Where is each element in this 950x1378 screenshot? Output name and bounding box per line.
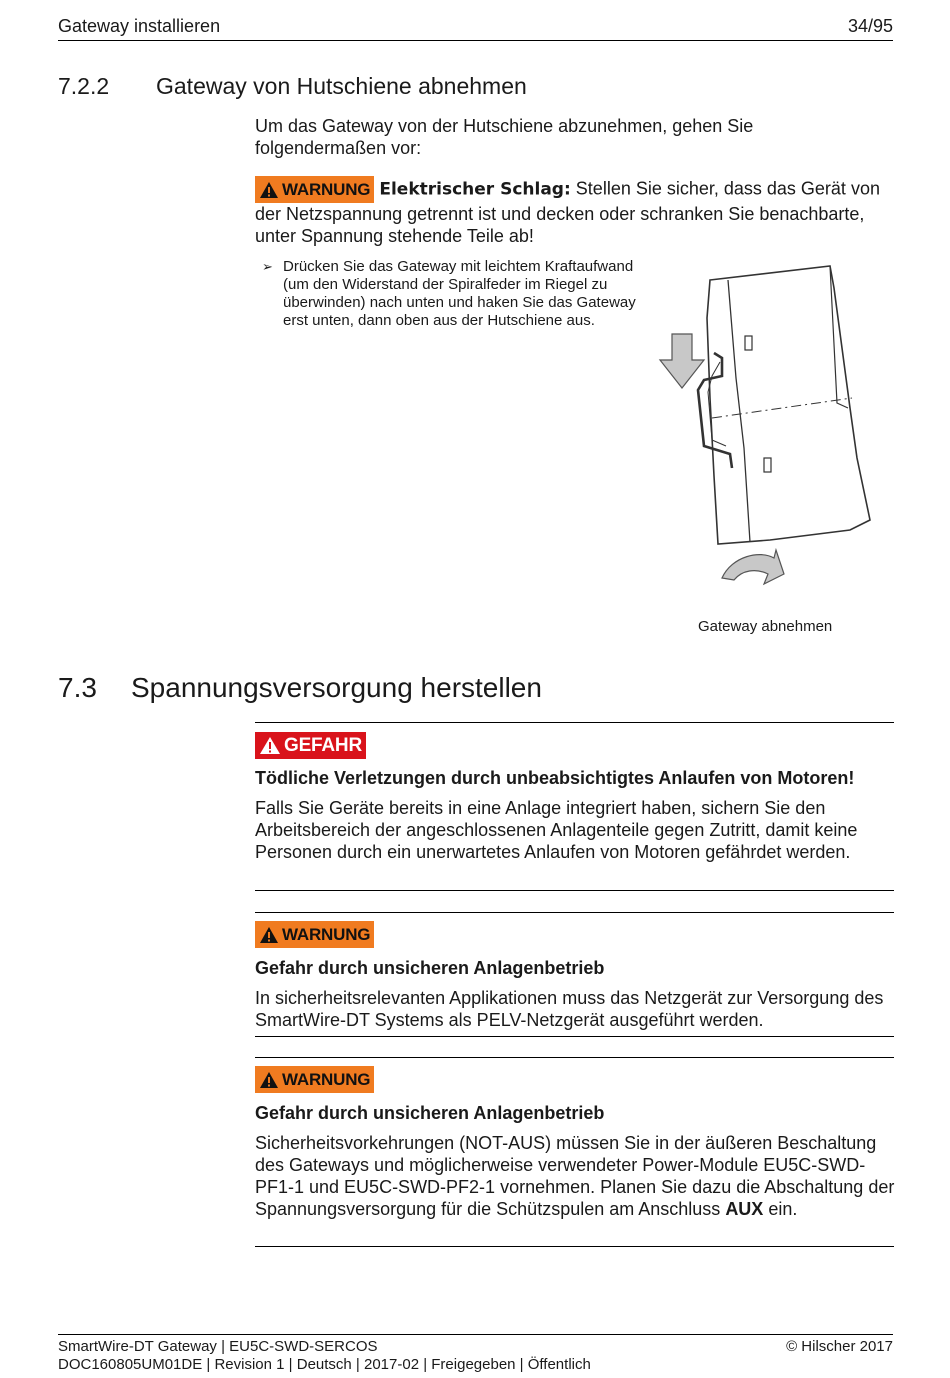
page-number: 34/95 xyxy=(847,16,893,36)
gateway-removal-figure xyxy=(652,258,882,598)
warning-box-title: Gefahr durch unsicheren Anlagenbetrieb xyxy=(255,958,605,978)
chapter-number: 7.3 xyxy=(58,672,97,703)
warning-signal: WARNUNG xyxy=(255,176,374,203)
danger-box-text: Falls Sie Geräte bereits in eine Anlage integriert haben, sichern Sie den Arbeitsbereich der angeschlossenen Anlagenteile gegen Zutritt, damit keine Personen durch ein unerwartetes Anlaufen von Motoren gefährdet werden. xyxy=(255,798,858,862)
chapter-title: Spannungsversorgung herstellen xyxy=(131,672,542,703)
footer-copyright: © Hilscher 2017 xyxy=(786,1338,893,1355)
warning-triangle-icon xyxy=(259,1071,279,1089)
running-header-title: Gateway installieren xyxy=(58,16,221,36)
inline-warning xyxy=(255,176,895,247)
footer-product: SmartWire-DT Gateway | EU5C-SWD-SERCOS xyxy=(58,1338,378,1355)
gateway-housing xyxy=(707,266,870,544)
danger-triangle-icon xyxy=(259,736,281,755)
intro-paragraph: Um das Gateway von der Hutschiene abzunehmen, gehen Sie folgendermaßen vor: xyxy=(255,116,754,158)
warning-triangle-icon xyxy=(259,181,279,199)
warning-triangle-icon xyxy=(259,926,279,944)
connector-name: AUX xyxy=(725,1199,764,1219)
step-text: Drücken Sie das Gateway mit leichtem Kraftaufwand (um den Widerstand der Spiralfeder im Riegel zu überwinden) nach unten und haken Sie das Gateway erst unten, dann oben aus der Hutschiene aus. xyxy=(283,258,636,329)
arrow-bullet-icon: ➢ xyxy=(262,259,273,274)
warning-box-title: Gefahr durch unsicheren Anlagenbetrieb xyxy=(255,1103,605,1123)
box-bottom-rule xyxy=(255,890,894,891)
lower-slot xyxy=(764,458,771,472)
danger-box-signal: GEFAHR xyxy=(255,732,366,759)
footer-document-info: DOC160805UM01DE | Revision 1 | Deutsch | 2017-02 | Freigegeben | Öffentlich xyxy=(58,1356,591,1373)
box-bottom-rule xyxy=(255,1036,894,1037)
unhook-arrow xyxy=(722,550,784,584)
header-divider xyxy=(58,40,893,41)
footer-divider xyxy=(58,1334,893,1335)
warning-text: Stellen Sie sicher, dass das Gerät von der Netzspannung getrennt ist und decken oder schranken Sie benachbarte, unter Spannung stehende Teile ab! xyxy=(255,178,880,246)
warning-box-signal: WARNUNG xyxy=(255,921,374,948)
box-top-rule xyxy=(255,1057,894,1058)
push-down-arrow xyxy=(660,334,704,388)
box-top-rule xyxy=(255,912,894,913)
box-bottom-rule xyxy=(255,1246,894,1247)
warning-box-text: Sicherheitsvorkehrungen (NOT-AUS) müssen Sie in der äußeren Beschaltung des Gateways und möglicherweise verwendeter Power-Module EU5C-SWD-PF1-1 und EU5C-SWD-PF2-1 vornehmen. Planen Sie dazu die Abschaltung der Spannungsversorgung für die Schützspulen am Anschluss AUX ein. xyxy=(255,1133,895,1219)
figure-caption: Gateway abnehmen xyxy=(698,618,833,635)
upper-slot xyxy=(745,336,752,350)
danger-box-title: Tödliche Verletzungen durch unbeabsichtigtes Anlaufen von Motoren! xyxy=(255,768,855,788)
section-title: Gateway von Hutschiene abnehmen xyxy=(156,73,527,99)
warning-box-signal: WARNUNG xyxy=(255,1066,374,1093)
warning-headline: Elektrischer Schlag: xyxy=(379,179,571,200)
warning-box-text: In sicherheitsrelevanten Applikationen muss das Netzgerät zur Versorgung des SmartWire-DT Systems als PELV-Netzgerät ausgeführt werden. xyxy=(255,988,884,1030)
box-top-rule xyxy=(255,722,894,723)
section-number: 7.2.2 xyxy=(58,73,110,99)
step-item xyxy=(262,258,642,330)
